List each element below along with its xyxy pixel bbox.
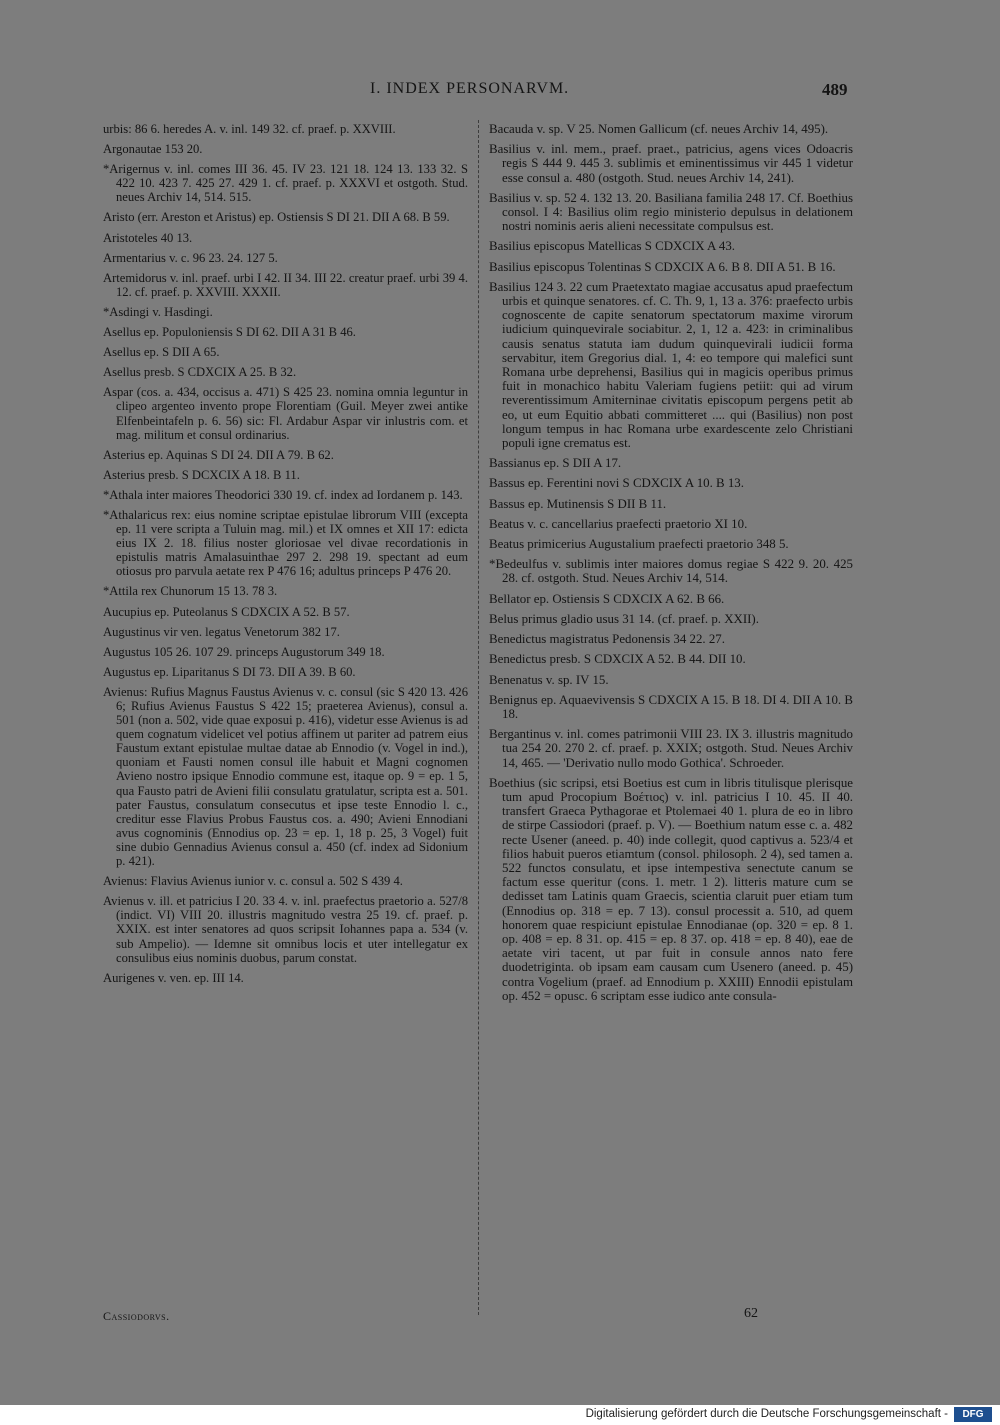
- index-entry: Avienus v. ill. et patricius I 20. 33 4. v. inl. praefectus praetorio a. 527/8 (indict. VI) VIII 20. illustris magnitudo vestra 25 19. cf. praef. p. XXIX. est inter senatores ad quos scripsit Iohannes papa a. 534 (v. sub Ampelio). — Idemne sit omnibus locis et uter intellegatur ex consulibus eius nominis duobus, parum constat.: [103, 894, 468, 965]
- index-entry: Asellus ep. S DII A 65.: [103, 345, 220, 360]
- index-entry: *Asdingi v. Hasdingi.: [103, 304, 213, 319]
- index-entry: Argonautae 153 20.: [103, 142, 203, 157]
- index-entry: *Attila rex Chunorum 15 13. 78 3.: [103, 584, 278, 599]
- index-entry: Bacauda v. sp. V 25. Nomen Gallicum (cf. neues Archiv 14, 495).: [489, 122, 829, 136]
- index-entry: urbis: 86 6. heredes A. v. inl. 149 32. cf. praef. p. XXVIII.: [103, 122, 396, 136]
- index-entry: Augustinus vir ven. legatus Venetorum 382 17.: [103, 624, 340, 639]
- index-entry: Benignus ep. Aquaevivensis S CDXCIX A 15. B 18. DI 4. DII A 10. B 18.: [489, 692, 853, 721]
- index-entry: Aurigenes v. ven. ep. III 14.: [103, 970, 244, 985]
- index-entry: Basilius episcopus Matellicas S CDXCIX A 43.: [489, 239, 735, 254]
- page-number: 489: [822, 80, 848, 99]
- index-entry: *Athala inter maiores Theodorici 330 19. cf. index ad Iordanem p. 143.: [103, 487, 463, 502]
- index-entry: Artemidorus v. inl. praef. urbi I 42. II 34. III 22. creatur praef. urbi 39 4. 12. cf. praef. p. XXVIII. XXXII.: [103, 270, 468, 299]
- left-column: [103, 122, 468, 991]
- index-entry: Basilius episcopus Tolentinas S CDXCIX A 6. B 8. DII A 51. B 16.: [489, 259, 836, 274]
- index-entry: Aspar (cos. a. 434, occisus a. 471) S 425 23. nomina omnia leguntur in clipeo argenteo invento prope Florentiam (Guil. Meyer zwei antike Elfenbeintafeln p. 6. 56) sic: Fl. Ardabur Aspar vir inlustris com. et mag. militum et consul ordinarius.: [103, 385, 468, 442]
- index-entry: Aucupius ep. Puteolanus S CDXCIX A 52. B 57.: [103, 604, 350, 619]
- index-entry: Benedictus presb. S CDXCIX A 52. B 44. DII 10.: [489, 652, 746, 667]
- signature-mark: Cassiodorvs.: [103, 1309, 170, 1323]
- index-entry: Asellus ep. Populoniensis S DI 62. DII A 31 B 46.: [103, 325, 356, 340]
- index-entry: Belus primus gladio usus 31 14. (cf. praef. p. XXII).: [489, 611, 759, 626]
- index-entry: *Arigernus v. inl. comes III 36. 45. IV 23. 121 18. 124 13. 133 32. S 422 10. 423 7. 425 27. 429 1. cf. praef. p. XXXVI et ostgoth. Stud. neues Archiv 14, 514. 515.: [103, 162, 468, 205]
- index-entry: Avienus: Rufius Magnus Faustus Avienus v. c. consul (sic S 420 13. 426 6; Rufius Avienus Faustus S 422 15; praeterea Avienus), consul a. 501 (non a. 502, vide quae exposui p. 416), videtur esse Avienus is ad quem cognatum videlicet vel potius affinem ut pariter ad patrem eius Faustum extant epistulae multae datae ab Ennodio (v. Vogel in ind.), quoniam et Fausti nomen consul ille habuit et Magni cognomen Avieno nostro ipsique Ennodio commune est, itaque op. 9 = ep. 1 5, qua Fausto patri de Avieni filii consulatu gratulatur, scripta est a. 501. pater Faustus, consulatum consecutus et ipse teste Ennodio l. c., creditur esse Flavius Probus Faustus cos. a. 490; Avieni Ennodiani avus cognominis (Ennodius op. 23 = ep. 1, 18 p. 25, 3 Vogel) fuit sine dubio Gennadius Avienus consul a. 450 (cf. index ad Sidonium p. 421).: [103, 684, 468, 869]
- index-entry: Boethius (sic scripsi, etsi Boetius est cum in libris titulisque plerisque tum apud Procopium Βοέτιος) v. inl. patricius I 10. 45. II 40. transfert Graeca Pythagorae et Ptolemaei 40 1. plura de eo in libro de stirpe Cassiodori (praef. p. V). — Boethium natum esse c. a. 482 recte Usener (aneed. p. 40) inde collegit, quod captivus a. 523/4 et filios habuit pueros etiamtum (consol. philosoph. 2 4), sed tamen a. 522 functos consulatu, et ipse intempestiva senectute canum se factum esse queritur (cons. 1. metr. 1 2). litteris mature cum se dedisset tam Latinis quam Graecis, scientia claruit puer etiam tum (Ennodius op. 318 = ep. 7 13). consul processit a. 510, ad quem honorem quae respiciunt epistulae Ennodianae (op. 320 = ep. 8 1. op. 408 = ep. 8 31. op. 415 = ep. 8 37. op. 418 = ep. 8 40), eae de aetate viri tacent, ut par fuit in consule annos nato fere duodetriginta. ob ipsam eam causam cum Usenero (aneed. p. 45) contra Vogelium (praef. ad Ennodium p. XXIII) Ennodii epistulam op. 452 = opusc. 6 scriptam esse iudico ante consula-: [489, 775, 853, 1003]
- digitization-credit: Digitalisierung gefördert durch die Deutsche Forschungsgemeinschaft -: [585, 1408, 948, 1420]
- index-entry: Aristoteles 40 13.: [103, 230, 193, 245]
- index-entry: Bellator ep. Ostiensis S CDXCIX A 62. B 66.: [489, 591, 725, 606]
- running-title: I. INDEX PERSONARVM.: [370, 80, 570, 97]
- index-entry: Beatus v. c. cancellarius praefecti praetorio XI 10.: [489, 516, 748, 531]
- index-entry: Basilius v. sp. 52 4. 132 13. 20. Basiliana familia 248 17. Cf. Boethius consol. I 4: Basilius olim regio ministerio depulsus in delationem nostri nominis aeris alieni necessitate compulsus est.: [489, 190, 853, 234]
- index-entry: Avienus: Flavius Avienus iunior v. c. consul a. 502 S 439 4.: [103, 874, 403, 889]
- index-entry: Benenatus v. sp. IV 15.: [489, 672, 609, 687]
- index-entry: Augustus ep. Liparitanus S DI 73. DII A 39. B 60.: [103, 664, 356, 679]
- index-entry: *Athalaricus rex: eius nomine scriptae epistulae librorum VIII (excepta ep. 11 vere scripta a Tuluin mag. mil.) et IX omnes et XII 17: edicta eius IX 2. 18. filius noster gloriosae vel divae recordationis in epistulis matris Amalasuinthae 297 2. 298 19. spectant ad eum otiosus pro parvula aetate rex P 476 16; adultus princeps P 476 20.: [103, 507, 468, 579]
- digitization-bar: [0, 1405, 1000, 1425]
- sheet-number: 62: [744, 1306, 758, 1321]
- page-header: [0, 80, 1000, 104]
- index-entry: Augustus 105 26. 107 29. princeps Augustorum 349 18.: [103, 644, 385, 659]
- index-entry: Bassianus ep. S DII A 17.: [489, 456, 622, 471]
- index-entry: Bassus ep. Mutinensis S DII B 11.: [489, 496, 667, 511]
- index-entry: *Bedeulfus v. sublimis inter maiores domus regiae S 422 9. 20. 425 28. cf. ostgoth. Stud. Neues Archiv 14, 514.: [489, 557, 853, 586]
- index-entry: Bassus ep. Ferentini novi S CDXCIX A 10. B 13.: [489, 476, 744, 491]
- index-entry: Benedictus magistratus Pedonensis 34 22. 27.: [489, 632, 725, 647]
- column-divider: [478, 120, 479, 1315]
- index-entry: Asellus presb. S CDXCIX A 25. B 32.: [103, 365, 297, 380]
- index-entry: Armentarius v. c. 96 23. 24. 127 5.: [103, 250, 278, 265]
- dfg-logo: DFG: [954, 1407, 992, 1422]
- index-entry: Basilius 124 3. 22 cum Praetextato magiae accusatus apud praefectum urbis et quinque senatores. cf. C. Th. 9, 1, 13 a. 376: praefecto urbis cognoscente de capite senatorum spectatorum maxime virorum iudicium quinquevirale sociabitur. 2, 1, 12 a. 423: in criminalibus causis senatus statuta iam dudum quinquevirali iudicii forma servabitur, item Gregorius dial. 1, 4: eo tempore qui malefici sunt Romana urbe deprehensi, Basilius qui in magicis operibus primus fuit in monachico habitu Valeriam fugiens petiit: qui ad virum reverentissimum Amiterninae civitatis episcopum pergens petit ab eo, ut eum Equitio abbati committeret .... qui (Basilius) non post longum tempus in hac Romana urbe exardescente zelo Christiani populi igne crematus est.: [489, 279, 853, 451]
- index-entry: Aristo (err. Areston et Aristus) ep. Ostiensis S DI 21. DII A 68. B 59.: [103, 210, 450, 225]
- index-entry: Beatus primicerius Augustalium praefecti praetorio 348 5.: [489, 537, 789, 552]
- index-entry: Asterius presb. S DCXCIX A 18. B 11.: [103, 467, 300, 482]
- index-entry: Asterius ep. Aquinas S DI 24. DII A 79. B 62.: [103, 447, 334, 462]
- right-column: [489, 122, 853, 1009]
- index-entry: Basilius v. inl. mem., praef. praet., patricius, agens vices Odoacris regis S 444 9. 445 3. sublimis et eminentissimus vir 445 1 videtur esse consul a. 480 (ostgoth. Stud. neues Archiv 14, 241).: [489, 142, 853, 185]
- index-entry: Bergantinus v. inl. comes patrimonii VIII 23. IX 3. illustris magnitudo tua 254 20. 270 2. cf. praef. p. XXIX; ostgoth. Stud. Neues Archiv 14, 465. — 'Derivatio nullo modo Gothica'. Schroeder.: [489, 727, 853, 770]
